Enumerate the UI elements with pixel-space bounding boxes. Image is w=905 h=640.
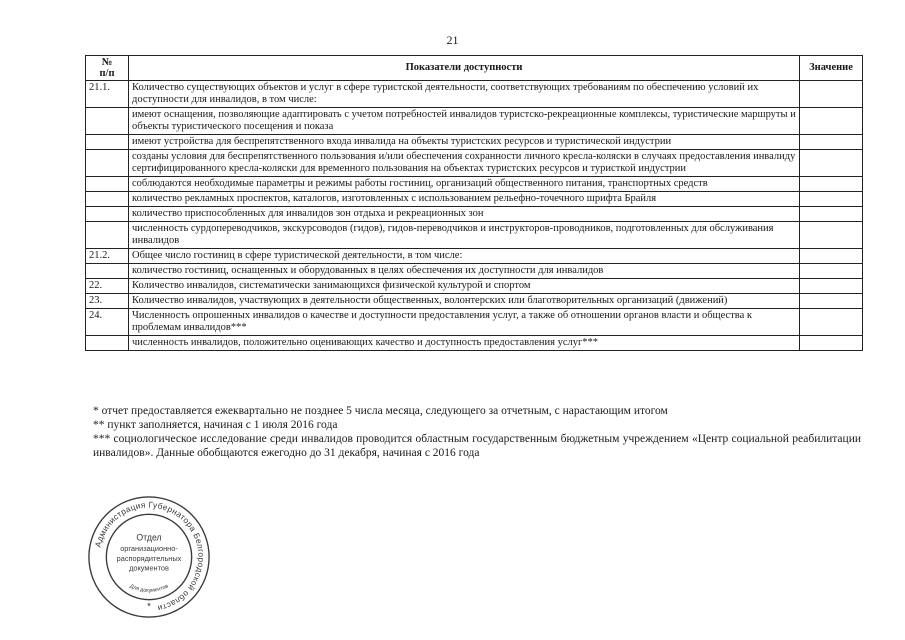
row-value	[800, 264, 863, 279]
row-value	[800, 81, 863, 108]
row-indicator-text: численность сурдопереводчиков, экскурсоводов (гидов), гидов-переводчиков и инструкторов-проводников, подготовленных для обслуживания инвалидов	[129, 222, 800, 249]
row-value	[800, 135, 863, 150]
row-number: 24.	[86, 309, 129, 336]
row-value	[800, 207, 863, 222]
row-indicator-text: соблюдаются необходимые параметры и режимы работы гостиниц, организаций общественного питания, транспортных средств	[129, 177, 800, 192]
row-indicator-text: Количество инвалидов, участвующих в деятельности общественных, волонтерских или благотворительных организаций (движений)	[129, 294, 800, 309]
row-number: 21.1.	[86, 81, 129, 108]
row-indicator-text: имеют оснащения, позволяющие адаптировать с учетом потребностей инвалидов туристско-рекреационные комплексы, туристические маршруты и объекты туристического посещения и показа	[129, 108, 800, 135]
row-indicator-text: численность инвалидов, положительно оценивающих качество и доступность предоставления услуг***	[129, 336, 800, 351]
header-number	[86, 56, 129, 81]
row-value	[800, 222, 863, 249]
table-row	[86, 279, 863, 294]
table-row	[86, 108, 863, 135]
row-indicator-text: количество рекламных проспектов, каталогов, изготовленных с использованием рельефно-точечного шрифта Брайля	[129, 192, 800, 207]
stamp-star-icon: *	[147, 601, 151, 613]
row-indicator-text: Общее число гостиниц в сфере туристической деятельности, в том числе:	[129, 249, 800, 264]
row-value	[800, 336, 863, 351]
table-row	[86, 222, 863, 249]
footnotes	[93, 404, 861, 460]
row-number: 23.	[86, 294, 129, 309]
header-indicator: Показатели доступности	[129, 56, 800, 81]
footnote-1: * отчет предоставляется ежеквартально не позднее 5 числа месяца, следующего за отчетным, с нарастающим итогом	[93, 405, 668, 417]
stamp-inner-line-1: Отдел	[136, 532, 162, 543]
row-indicator-text: Численность опрошенных инвалидов о качестве и доступности предоставления услуг, а также об отношении органов власти и общества к проблемам инвалидов***	[129, 309, 800, 336]
row-number	[86, 150, 129, 177]
stamp-inner-line-4: документов	[129, 563, 169, 573]
row-value	[800, 150, 863, 177]
row-indicator-text: созданы условия для беспрепятственного пользования и/или обеспечения сохранности личного кресла-коляски в случаях предоставления инвалиду сертифицированного кресла-коляски для временного пользования на объектах туристских ресурсов и туристкой индустрии	[129, 150, 800, 177]
row-number: 22.	[86, 279, 129, 294]
row-number	[86, 264, 129, 279]
footnote-2: ** пункт заполняется, начиная с 1 июля 2016 года	[93, 419, 338, 431]
row-number	[86, 135, 129, 150]
stamp-bottom-text: Для документов	[128, 583, 170, 594]
row-value	[800, 249, 863, 264]
header-value: Значение	[800, 56, 863, 81]
row-number	[86, 222, 129, 249]
table-row	[86, 207, 863, 222]
table-body	[86, 81, 863, 351]
page-number: 21	[446, 33, 459, 47]
table-row	[86, 177, 863, 192]
table-header-row	[86, 56, 863, 81]
row-indicator-text: Количество инвалидов, систематически занимающихся физической культурой и спортом	[129, 279, 800, 294]
header-number-line1: №	[101, 57, 113, 68]
footnote-3: *** социологическое исследование среди инвалидов проводится областным государственным бюджетным учреждением «Центр социальной реабилитации инвалидов». Данные обобщаются ежегодно до 31 декабря, начиная с 2016 года	[93, 433, 861, 459]
row-number	[86, 108, 129, 135]
row-number	[86, 336, 129, 351]
row-value	[800, 309, 863, 336]
row-indicator-text: количество гостиниц, оснащенных и оборудованных в целях обеспечения их доступности для инвалидов	[129, 264, 800, 279]
row-value	[800, 192, 863, 207]
table-row	[86, 294, 863, 309]
table-row	[86, 135, 863, 150]
row-value	[800, 177, 863, 192]
stamp-inner-line-2: организационно-	[120, 544, 178, 554]
row-number	[86, 192, 129, 207]
row-indicator-text: имеют устройства для беспрепятственного входа инвалида на объекты туристских ресурсов и туристической индустрии	[129, 135, 800, 150]
header-number-line2: п/п	[99, 68, 115, 79]
table-row	[86, 81, 863, 108]
table-row	[86, 336, 863, 351]
row-indicator-text: Количество существующих объектов и услуг в сфере туристской деятельности, соответствующих требованиям по обеспечению условий их доступности для инвалидов, в том числе:	[129, 81, 800, 108]
table-row	[86, 150, 863, 177]
official-stamp	[86, 494, 212, 620]
row-value	[800, 279, 863, 294]
row-number	[86, 177, 129, 192]
row-number	[86, 207, 129, 222]
stamp-inner-line-3: распорядительных	[116, 553, 182, 563]
row-value	[800, 108, 863, 135]
table-row	[86, 192, 863, 207]
row-value	[800, 294, 863, 309]
indicators-table	[85, 55, 863, 351]
table-row	[86, 249, 863, 264]
row-number: 21.2.	[86, 249, 129, 264]
stamp-ring-text: Администрация Губернатора Белгородской области	[92, 499, 207, 614]
row-indicator-text: количество приспособленных для инвалидов зон отдыха и рекреационных зон	[129, 207, 800, 222]
table-row	[86, 309, 863, 336]
table-row	[86, 264, 863, 279]
